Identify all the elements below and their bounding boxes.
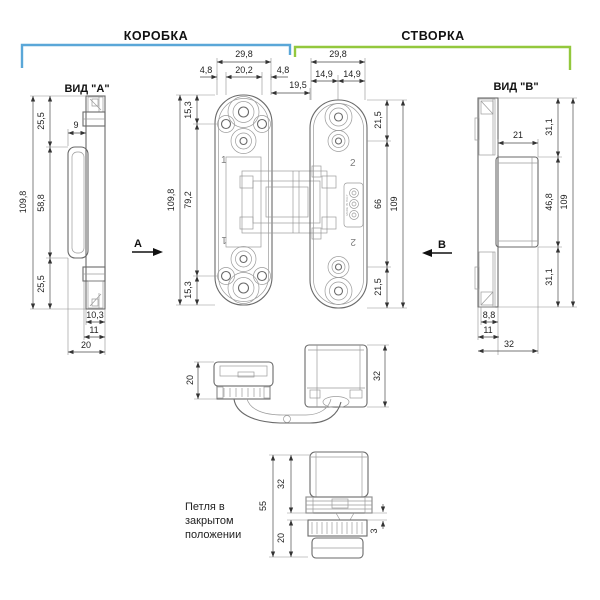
dim-view-a-middle: 58,8 bbox=[36, 194, 46, 212]
front-frame-plate bbox=[215, 95, 272, 305]
caption-line3: положении bbox=[185, 529, 242, 541]
view-b-arrow bbox=[422, 239, 452, 257]
arrow-b-head-icon bbox=[422, 249, 432, 257]
dim-view-a-wtotal: 20 bbox=[80, 340, 92, 350]
dim-front-left-total: 109,8 bbox=[166, 188, 176, 212]
front-leaf-plate bbox=[310, 100, 367, 308]
dim-front-right-half-r: 14,9 bbox=[343, 69, 361, 79]
dim-view-b-wcap: 8,8 bbox=[482, 310, 496, 320]
hinge-arm-front bbox=[240, 171, 336, 233]
dim-front-right-total: 109 bbox=[389, 196, 399, 212]
dim-front-left-bottom: 15,3 bbox=[183, 281, 193, 299]
dim-view-b-total: 109 bbox=[559, 194, 569, 210]
dim-view-a-wcap: 10,3 bbox=[86, 310, 104, 320]
dim-front-left-edge-l: 4,8 bbox=[199, 65, 213, 75]
view-a-dimensions bbox=[18, 96, 105, 355]
dim-front-right-width: 29,8 bbox=[329, 49, 347, 59]
dim-view-b-offset: 21 bbox=[512, 130, 524, 140]
logo-text: MADE IN ITALY bbox=[345, 194, 349, 216]
caption-line2: закрытом bbox=[185, 515, 234, 527]
dim-open-leaf-depth: 32 bbox=[372, 370, 382, 382]
dim-closed-total: 55 bbox=[258, 500, 268, 512]
dim-view-a-bottom: 25,5 bbox=[36, 275, 46, 293]
part2-mark-bottom: 2 bbox=[350, 236, 356, 247]
dim-front-right-bottom: 21,5 bbox=[373, 278, 383, 296]
dim-view-b-top: 31,1 bbox=[544, 118, 554, 136]
dim-front-left-holes: 20,2 bbox=[235, 65, 253, 75]
part1-mark-bottom: 1 bbox=[221, 234, 227, 245]
dim-front-right-middle: 66 bbox=[373, 198, 383, 210]
dim-closed-leaf: 32 bbox=[276, 478, 286, 490]
dim-view-b-wtotal: 32 bbox=[503, 339, 515, 349]
caption-line1: Петля в bbox=[185, 501, 225, 513]
dim-front-left-width: 29,8 bbox=[235, 49, 253, 59]
arrow-a-head-icon bbox=[153, 248, 163, 256]
dim-closed-gap: 3 bbox=[369, 528, 379, 534]
leaf-section-label: СТВОРКА bbox=[401, 29, 465, 43]
frame-section-label: КОРОБКА bbox=[123, 29, 189, 43]
dim-view-b-bottom: 31,1 bbox=[544, 268, 554, 286]
view-a-title: ВИД "А" bbox=[64, 83, 110, 95]
dim-view-b-middle: 46,8 bbox=[544, 193, 554, 211]
arrow-a-label: А bbox=[134, 238, 142, 250]
dim-front-left-top: 15,3 bbox=[183, 101, 193, 119]
arrow-b-label: В bbox=[438, 239, 446, 251]
dim-front-left-edge-r: 4,8 bbox=[276, 65, 290, 75]
dim-view-a-wbar: 11 bbox=[89, 325, 99, 335]
view-b-drawing bbox=[475, 98, 538, 307]
view-b-title: ВИД "В" bbox=[493, 81, 539, 93]
front-dimensions bbox=[166, 49, 407, 308]
dim-front-right-top: 21,5 bbox=[373, 111, 383, 129]
closed-position-caption bbox=[185, 501, 241, 541]
dim-view-a-total: 109,8 bbox=[18, 190, 28, 214]
part2-mark-top: 2 bbox=[350, 158, 356, 169]
dim-front-left-middle: 79,2 bbox=[183, 191, 193, 209]
dim-front-right-half-l: 14,9 bbox=[315, 69, 333, 79]
dim-closed-frame: 20 bbox=[276, 532, 286, 544]
open-position-drawing bbox=[214, 345, 367, 423]
closed-position-drawing bbox=[306, 452, 372, 558]
dim-front-gap: 19,5 bbox=[289, 80, 307, 90]
agb-logo-plate bbox=[344, 183, 363, 227]
dim-view-a-offset: 9 bbox=[73, 120, 79, 130]
view-a-arrow bbox=[132, 238, 163, 256]
dim-view-b-wbar: 11 bbox=[483, 325, 493, 335]
part1-mark-top: 1 bbox=[221, 155, 227, 166]
dim-view-a-top: 25,5 bbox=[36, 112, 46, 130]
dim-open-frame-depth: 20 bbox=[185, 374, 195, 386]
